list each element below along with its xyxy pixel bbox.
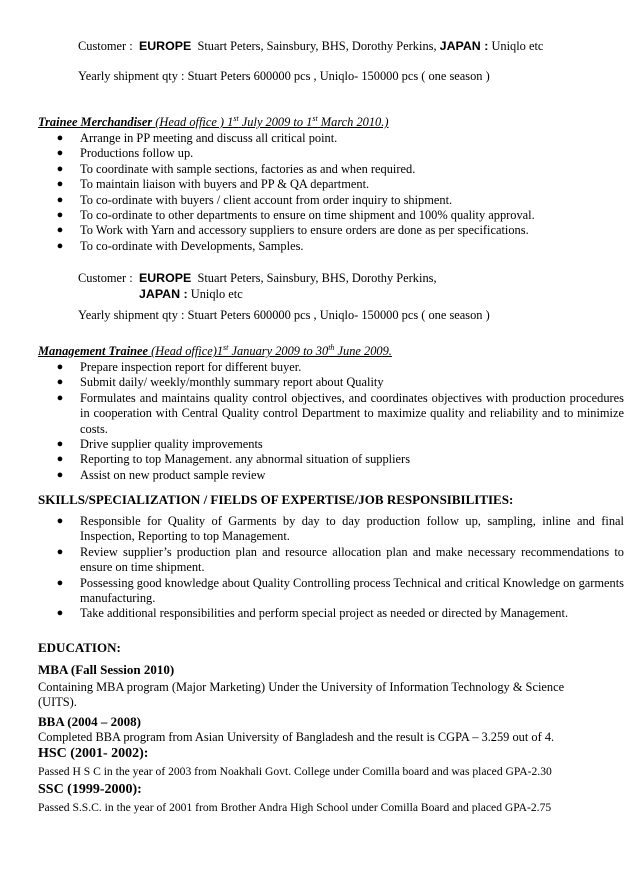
list-item: ● Submit daily/ weekly/monthly summary report about Quality bbox=[56, 375, 384, 390]
region-japan: JAPAN : bbox=[139, 287, 188, 301]
europe-clients: Stuart Peters, Sainsbury, BHS, Dorothy Perkins, bbox=[197, 271, 437, 285]
trainee-sup1: st bbox=[233, 113, 239, 123]
trainee-period-post: March 2010.) bbox=[317, 115, 389, 129]
mgmt-duties-list bbox=[54, 360, 624, 483]
region-japan: JAPAN : bbox=[439, 39, 489, 53]
list-item: ● Responsible for Quality of Garments by day to day production follow up, sampling, inline and final Inspection, Reporting to top Management. bbox=[56, 514, 624, 544]
region-europe: EUROPE bbox=[138, 39, 192, 53]
trainee-title: Trainee Merchandiser bbox=[38, 115, 153, 129]
list-item: ● Possessing good knowledge about Quality Controlling process Technical and critical Knowledge on garments manufacturing. bbox=[56, 575, 624, 606]
skills-heading: SKILLS/SPECIALIZATION / FIELDS OF EXPERTISE/JOB RESPONSIBILITIES: bbox=[38, 492, 514, 507]
trainee-period-mid: July 2009 to 1 bbox=[238, 115, 313, 129]
list-item: ● To co-ordinate with Developments, Samples. bbox=[56, 238, 304, 253]
list-item: ● Productions follow up. bbox=[56, 146, 194, 161]
list-item: ● Prepare inspection report for different buyer. bbox=[56, 360, 302, 374]
list-item: ● Assist on new product sample review bbox=[56, 467, 266, 482]
bba-title: BBA (2004 – 2008) bbox=[38, 714, 141, 729]
mgmt-sup2: th bbox=[328, 342, 335, 352]
mgmt-sup1: st bbox=[223, 342, 229, 352]
list-item: ● Review supplier’s production plan and resource allocation plan and make necessary recommendations to ensure on time shipment. bbox=[56, 544, 624, 575]
list-item: ● Reporting to top Management. any abnormal situation of suppliers bbox=[56, 452, 411, 467]
trainee-period-pre: (Head office ) 1 bbox=[152, 115, 234, 129]
customer-label: Customer : bbox=[78, 39, 133, 53]
hsc-text: Passed H S C in the year of 2003 from Noakhali Govt. College under Comilla board and was placed GPA-2.30 bbox=[38, 765, 552, 778]
customer-label: Customer : bbox=[78, 271, 133, 285]
europe-clients: Stuart Peters, Sainsbury, BHS, Dorothy Perkins, bbox=[197, 39, 437, 53]
japan-clients: Uniqlo etc bbox=[491, 39, 544, 53]
trainee-heading bbox=[38, 115, 388, 130]
japan-line-2 bbox=[139, 287, 243, 302]
japan-clients: Uniqlo etc bbox=[190, 287, 243, 301]
list-item: ● To co-ordinate to other departments to ensure on time shipment and 100% quality approval. bbox=[56, 208, 535, 223]
list-item: ● Take additional responsibilities and perform special project as needed or directed by Management. bbox=[56, 606, 569, 621]
mgmt-period-pre: (Head office)1 bbox=[148, 344, 224, 358]
list-item: ● Drive supplier quality improvements bbox=[56, 437, 263, 452]
list-item: ● To maintain liaison with buyers and PP & QA department. bbox=[56, 177, 370, 192]
hsc-title: HSC (2001- 2002): bbox=[38, 746, 149, 761]
skills-list bbox=[54, 514, 624, 622]
trainee-duties-list bbox=[54, 131, 614, 254]
bba-text: Completed BBA program from Asian University of Bangladesh and the result is CGPA – 3.259 out of 4. bbox=[38, 730, 555, 744]
list-item: ● Formulates and maintains quality control objectives, and coordinates objectives with production procedures in cooperation with Central Quality control Department to maximize quality and reliability and to minimize costs. bbox=[56, 390, 624, 436]
shipment-line-2: Yearly shipment qty : Stuart Peters 600000 pcs , Uniqlo- 150000 pcs ( one season ) bbox=[78, 308, 490, 322]
mgmt-period-mid: January 2009 to 30 bbox=[228, 344, 329, 358]
list-item: ● To coordinate with sample sections, factories as and when required. bbox=[56, 161, 416, 176]
ssc-text: Passed S.S.C. in the year of 2001 from Brother Andra High School under Comilla Board and placed GPA-2.75 bbox=[38, 801, 552, 814]
list-item: ● Arrange in PP meeting and discuss all critical point. bbox=[56, 131, 338, 145]
mgmt-period-post: June 2009. bbox=[334, 344, 392, 358]
ssc-title: SSC (1999-2000): bbox=[38, 782, 142, 797]
trainee-sup2: st bbox=[312, 113, 318, 123]
mba-title: MBA (Fall Session 2010) bbox=[38, 662, 175, 677]
customer-line-1 bbox=[78, 39, 543, 54]
mgmt-title: Management Trainee bbox=[38, 344, 149, 358]
mba-text: Containing MBA program (Major Marketing) Under the University of Information Technology & Science (UITS). bbox=[38, 680, 565, 710]
education-heading: EDUCATION: bbox=[38, 640, 121, 655]
region-europe: EUROPE bbox=[138, 271, 192, 285]
customer-line-2 bbox=[78, 271, 437, 286]
list-item: ● To Work with Yarn and accessory suppliers to ensure orders are done as per specifications. bbox=[56, 223, 529, 238]
shipment-line-1: Yearly shipment qty : Stuart Peters 600000 pcs , Uniqlo- 150000 pcs ( one season ) bbox=[78, 69, 490, 83]
mgmt-heading bbox=[38, 344, 392, 359]
list-item: ● To co-ordinate with buyers / client account from order inquiry to shipment. bbox=[56, 192, 453, 207]
